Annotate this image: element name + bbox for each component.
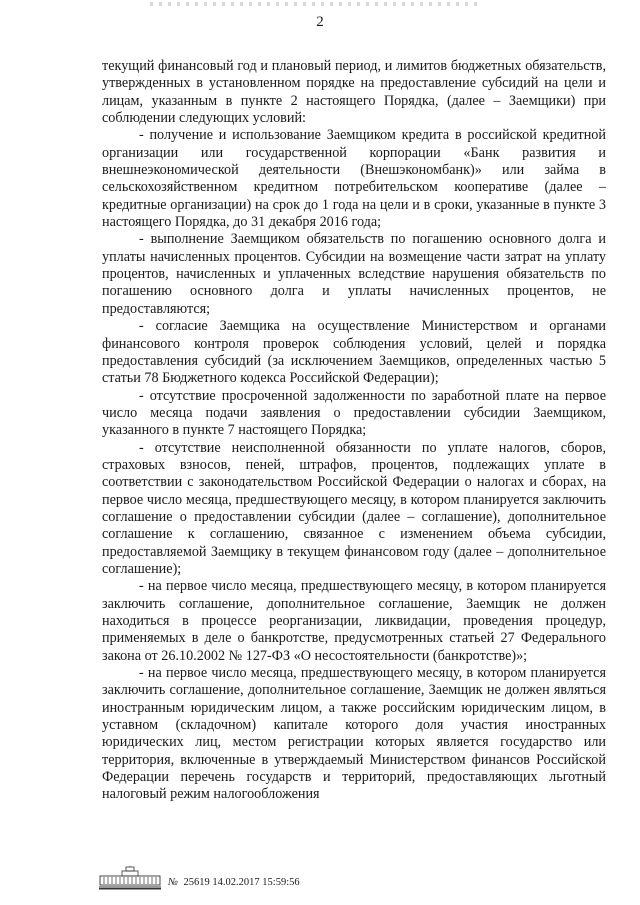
document-body xyxy=(102,58,606,804)
paragraph-condition-tax-debt: - отсутствие неисполненной обязанности по уплате налогов, сборов, страховых взносов, пеней, штрафов, процентов, подлежащих уплате в соответствии с законодательством Российской Федерации о налогах и сборах, на первое число месяца, предшествующего месяцу, в котором планируется заключить соглашение о предоставлении субсидии (далее – соглашение), дополнительное соглашение к соглашению, связанное с изменением объема субсидии, предоставляемой Заемщику в текущем финансовом году (далее – дополнительное соглашение); xyxy=(102,439,606,577)
paragraph-condition-consent: - согласие Заемщика на осуществление Министерством и органами финансового контроля проверок соблюдения условий, целей и порядка предоставления субсидий (за исключением Заемщиков, определенных частью 5 статьи 78 Бюджетного кодекса Российской Федерации); xyxy=(102,318,606,387)
paragraph-condition-reorganization: - на первое число месяца, предшествующего месяцу, в котором планируется заключить соглашение, дополнительное соглашение, Заемщик не должен находиться в процессе реорганизации, ликвидации, проведения процедур, применяемых в деле о банкротстве, предусмотренных статьей 27 Федерального закона от 26.10.2002 № 127-ФЗ «О несостоятельности (банкротстве)»; xyxy=(102,578,606,664)
paragraph-condition-obligations: - выполнение Заемщиком обязательств по погашению основного долга и уплаты начисленных процентов. Субсидии на возмещение части затрат на уплату процентов, начисленных и уплаченных вследствие нарушения обязательств по погашению основного долга и уплаты начисленных процентов, не предоставляются; xyxy=(102,231,606,317)
government-building-icon xyxy=(98,866,162,890)
scan-header-marks xyxy=(150,2,480,6)
document-id: 25619 xyxy=(183,877,210,888)
paragraph-condition-salary-debt: - отсутствие просроченной задолженности по заработной плате на первое число месяца подачи заявления о предоставлении субсидии Заемщиком, указанного в пункте 7 настоящего Порядка; xyxy=(102,387,606,439)
page-number: 2 xyxy=(316,14,324,30)
document-timestamp: 14.02.2017 15:59:56 xyxy=(212,877,300,888)
number-sign: № xyxy=(168,877,178,888)
paragraph-condition-foreign-entity: - на первое число месяца, предшествующего месяцу, в котором планируется заключить соглашение, дополнительное соглашение, Заемщик не должен являться иностранным юридическим лицом, а также российским юридическим лицом, в уставном (складочном) капитале которого доля участия иностранных юридических лиц, местом регистрации которых является государство или территория, включенные в утверждаемый Министерством финансов Российской Федерации перечень государств и территорий, предоставляющих льготный налоговый режим налогообложения xyxy=(102,665,606,803)
paragraph-intro: текущий финансовый год и плановый период, и лимитов бюджетных обязательств, утвержденных в установленном порядке на предоставление субсидий на цели и лицам, указанным в пункте 2 настоящего Порядка, (далее – Заемщики) при соблюдении следующих условий: xyxy=(102,58,606,127)
document-registration-stamp xyxy=(168,877,300,890)
paragraph-condition-credit: - получение и использование Заемщиком кредита в российской кредитной организации или государственной корпорации «Банк развития и внешнеэкономической деятельности (Внешэкономбанк)» или займа в сельскохозяйственном кредитном потребительском кооперативе (далее – кредитные организации) на срок до 1 года на цели и в сроки, указанные в пункте 3 настоящего Порядка, до 31 декабря 2016 года; xyxy=(102,127,606,231)
document-footer xyxy=(98,862,300,890)
